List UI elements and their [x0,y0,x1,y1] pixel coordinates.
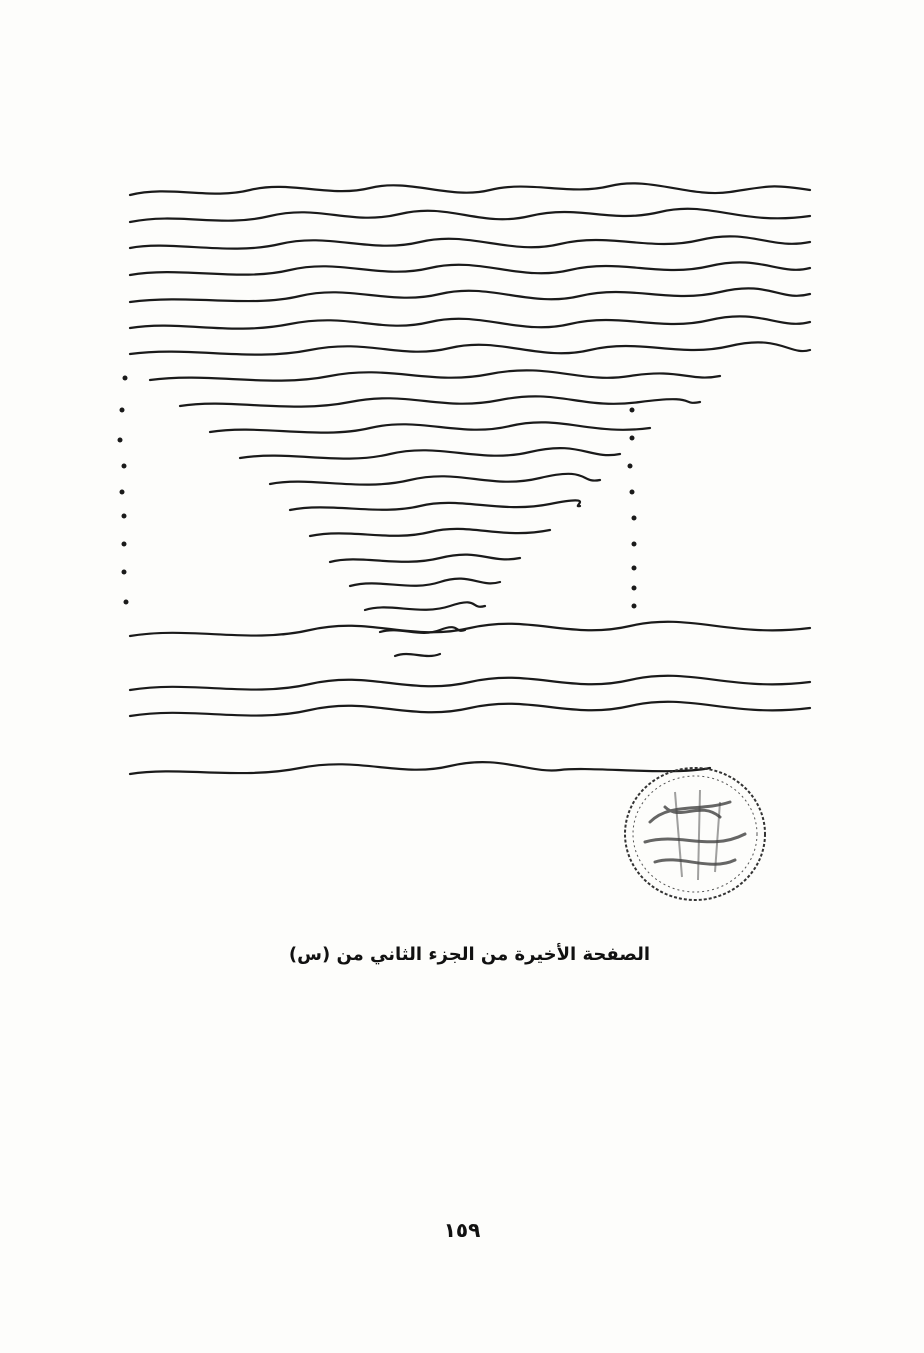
ink-seal-stamp [620,762,770,907]
manuscript-lines-full [130,183,810,354]
manuscript-margin-dots [118,376,637,609]
manuscript-image [110,170,830,800]
manuscript-lines-bottom [130,622,810,774]
figure-caption: الصفحة الأخيرة من الجزء الثاني من (س) [288,944,650,965]
manuscript-lines-taper [150,370,720,656]
page-number: ١٥٩ [443,1218,481,1242]
manuscript-handwriting [110,170,830,800]
